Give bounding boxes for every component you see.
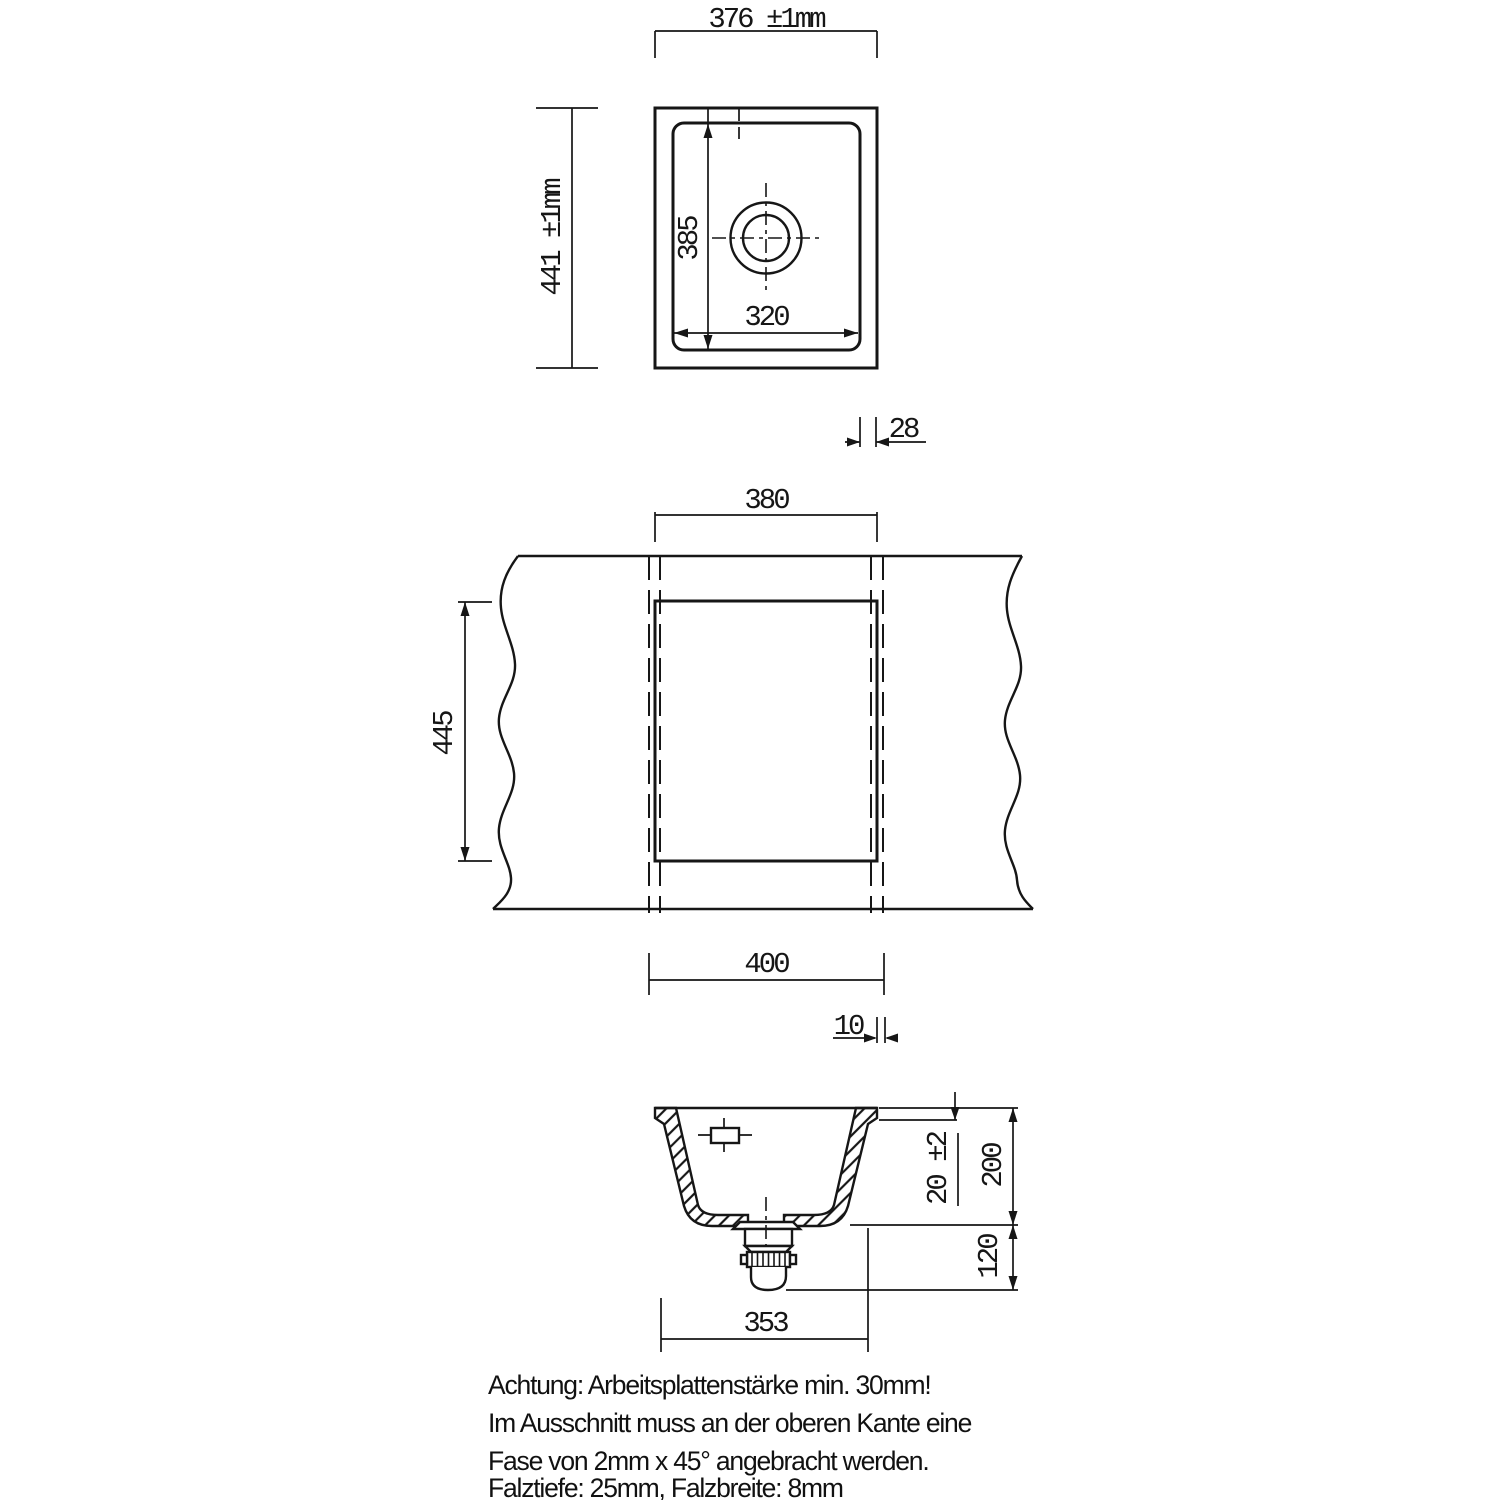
top-view [536,3,926,447]
dim-overall-width [655,3,877,58]
countertop-outline [493,556,1033,909]
drain-cap [751,1267,786,1290]
break-line-right [1005,556,1033,909]
dim-label-overall-depth: 441 ±1mm [536,180,569,296]
drain-assembly [733,1197,800,1290]
dim-label-base-width: 353 [743,1307,787,1340]
dim-label-cutout-width: 380 [744,484,788,517]
note-line-1: Achtung: Arbeitsplattenstärke min. 30mm! [488,1370,931,1400]
dim-label-rim-inset: 20 ±2 [922,1132,955,1206]
dim-label-sink-outer-width: 400 [744,948,788,981]
dim-overall-depth [536,108,598,368]
locknut-tab-right [790,1255,796,1264]
dim-label-cutout-depth: 445 [428,712,461,756]
dim-cutout-width [655,484,877,542]
tap-hole-marker [698,1118,752,1152]
notes [488,1370,972,1500]
dim-cutout-depth [428,602,492,861]
dim-bowl-height [977,1108,1018,1225]
sink-wall-left [655,1108,748,1226]
cutout-view [428,484,1033,1043]
cutout-rect [655,601,877,861]
dim-sink-outer-width [649,948,884,995]
note-line-3: Fase von 2mm x 45° angebracht werden. [488,1446,929,1476]
dim-label-drain-height: 120 [973,1235,1006,1279]
dim-rim-width [845,413,926,447]
dim-label-bowl-width: 320 [744,301,788,334]
dim-label-bowl-depth: 385 [673,217,706,261]
dim-label-overall-width: 376 ±1mm [708,3,824,36]
dim-label-bowl-height: 200 [977,1144,1010,1188]
note-line-2: Im Ausschnitt muss an der oberen Kante eine [488,1408,972,1438]
dim-bowl-depth [673,109,713,349]
dim-bowl-width [674,301,858,338]
locknut-knurling [752,1252,785,1267]
dim-drain-height [973,1225,1018,1290]
dim-overhang [833,1010,898,1043]
dim-label-overhang: 10 [833,1010,863,1043]
locknut-tab-left [741,1255,747,1264]
strainer-body [745,1229,792,1246]
break-line-left [493,556,518,909]
dim-label-rim-width: 28 [888,413,918,446]
note-line-4: Falztiefe: 25mm, Falzbreite: 8mm [488,1473,843,1500]
section-view [655,1092,1018,1352]
dim-rim-inset [922,1092,960,1206]
sink-wall-right [784,1108,877,1226]
